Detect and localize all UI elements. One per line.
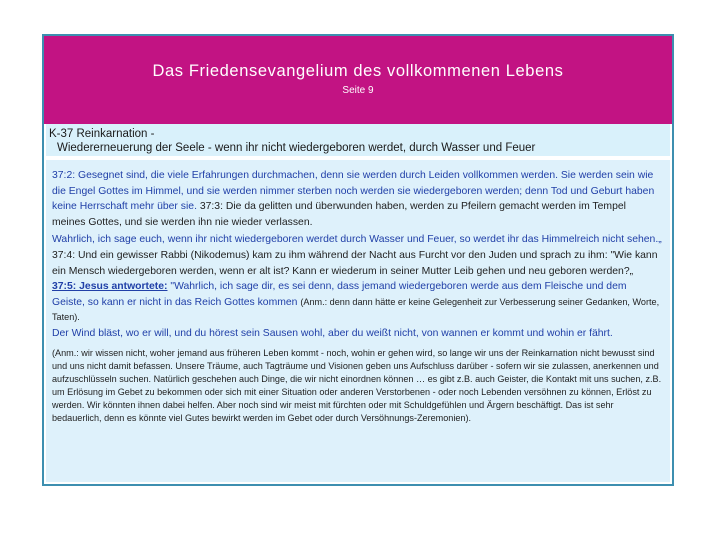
verse-37-4-text: 37:4: Und ein gewisser Rabbi (Nikodemus) kam zu ihm während der Nacht aus Furcht vor den Juden und sprach zu ihm: "Wie kann ein Mensch wiedergeboren werden, wenn er alt ist? Kann er wiederum in seiner Mutter Leib gehen und neu geboren werden?„ — [52, 249, 658, 277]
slide-frame — [42, 34, 674, 486]
topic-heading: K-37 Reinkarnation - — [49, 128, 155, 140]
page-title: Das Friedensevangelium des vollkommenen Lebens — [152, 62, 564, 80]
topic-subheading: Wiedererneuerung der Seele - wenn ihr nicht wiedergeboren werdet, durch Wasser und Feuer — [57, 142, 536, 154]
paragraph-37-2 — [52, 168, 662, 230]
rebirth-quote: Wahrlich, ich sage euch, wenn ihr nicht wiedergeboren werdet durch Wasser und Feuer, so werdet ihr das Himmelreich nicht sehen.„ — [52, 234, 662, 246]
verse-37-2-text: 37:2: Gesegnet sind, die viele Erfahrungen durchmachen, denn sie werden durch Leiden vollkommen werden. Sie werden sein wie die Engel Gottes im Himmel, und sie werden nimmer sterben noch werden sie wiedergeboren werden; denn Tod und Geburt haben keine Herrschaft mehr über sie. — [52, 170, 655, 213]
title-banner — [44, 36, 672, 124]
verse-37-5-quote: "Wahrlich, ich sage dir, es sei denn, dass jemand wiedergeboren werde aus dem Fleische und dem Geiste, so kann er nicht in das Reich Gottes kommen — [52, 281, 627, 308]
topic-box — [46, 124, 670, 156]
page-number: Seite 9 — [342, 85, 374, 96]
verse-37-3-text: 37:3: Die da gelitten und überwunden haben, werden zu Pfeilern gemacht werden im Tempel meines Gottes, und sie werden ihn nie wieder verlassen. — [52, 201, 626, 228]
paragraph-annotation: (Anm.: wir wissen nicht, woher jemand aus früheren Leben kommt - noch, wohin er gehen wird, so lange wir uns der Reinkarnation nicht bewusst sind und uns nicht damit befassen. Unsere Träume, auch Tagträume und Visionen geben uns Aufschluss darüber - sofern wir sie zulassen, anerkennen und aufzuschlüsseln suchen. Natürlich geschehen auch Dinge, die wir nicht einordnen können … es gibt z.B. auch Geister, die Kontakt mit uns suchen, z.B. um Erlösung im Gebet zu bekommen oder sich mit einer Situation oder anderen Verstorbenen - oder noch Lebenden versöhnen zu können, Erlöst zu werden. Wir könnten ihnen dabei helfen. Aber noch sind wir meist mit fürchten oder mit Schuldgefühlen und Ärgern beschäftigt. Das ist sehr bedauerlich, denn es könnte viel Gutes bewirkt werden im Gebet oder durch Versöhnungs-Zeremonien). — [52, 347, 662, 423]
paragraph-37-5 — [52, 279, 662, 326]
paragraph-rebirth — [52, 232, 662, 279]
verse-37-5-note: (Anm.: denn dann hätte er keine Gelegenheit zur Verbesserung seiner Gedanken, Worte, Taten). — [52, 296, 660, 323]
paragraph-wind: Der Wind bläst, wo er will, und du hörest sein Sausen wohl, aber du weißt nicht, von wannen er kommt und wohin er fährt. — [52, 327, 613, 339]
verse-37-5-label: 37:5: Jesus antwortete: — [52, 281, 168, 293]
content-box — [46, 160, 670, 482]
